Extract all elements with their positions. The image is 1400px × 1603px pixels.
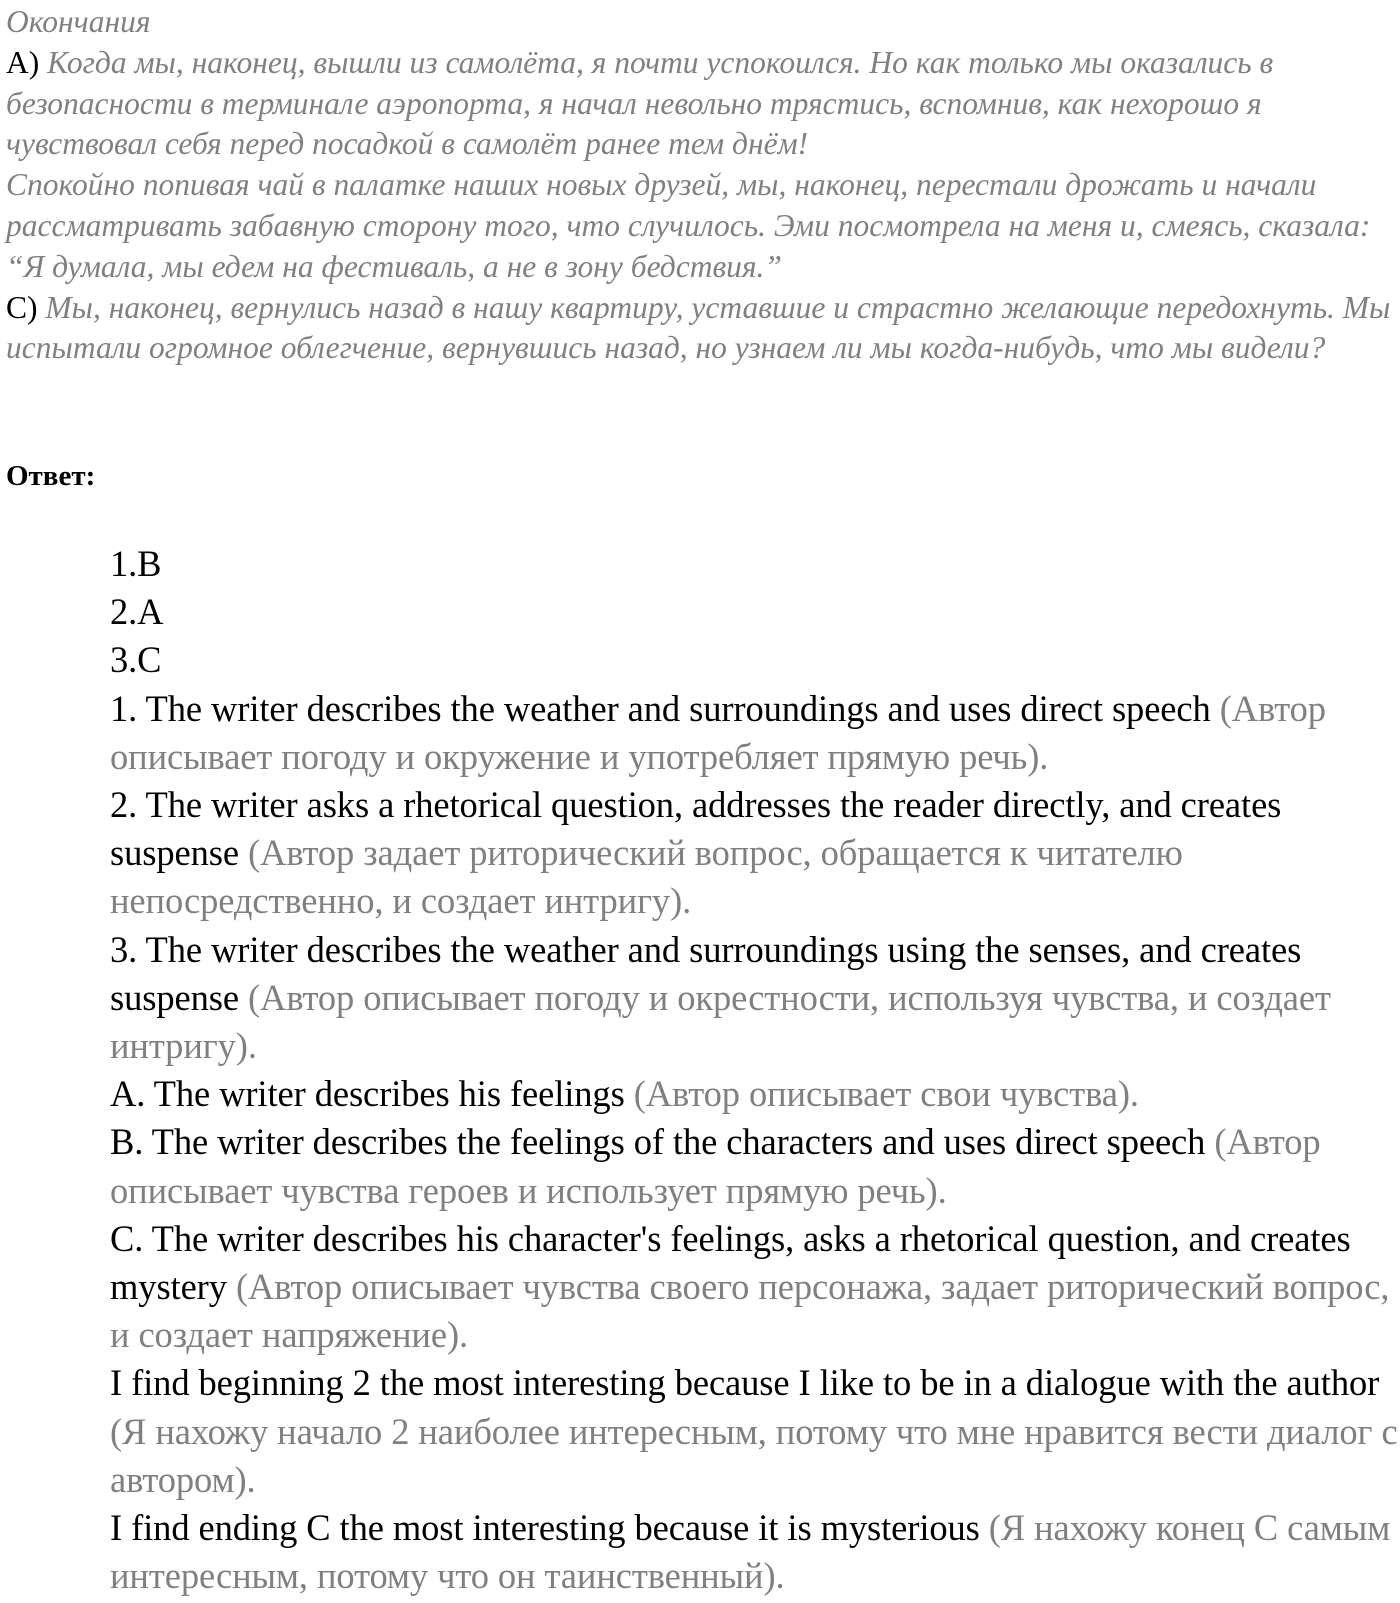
ending-b — [6, 165, 1396, 287]
ending-a — [6, 43, 1396, 165]
ending-c — [6, 288, 1396, 370]
match-1: 1.B — [110, 543, 162, 584]
answer-item-2-ru: (Автор задает риторический вопрос, обращается к читателю непосредственно, и создает интригу). — [110, 832, 1183, 922]
answer-item-2-en: 2. The writer asks a rhetorical question, addresses the reader directly, and creates suspense — [110, 784, 1282, 874]
answer-ending-choice-en: I find ending C the most interesting because it is mysterious — [110, 1507, 980, 1549]
answer-beginning-choice-en: I find beginning 2 the most interesting because I like to be in a dialogue with the author — [110, 1362, 1380, 1404]
answer-item-a-en: A. The writer describes his feelings — [110, 1073, 625, 1115]
answer-item-3-ru: (Автор описывает погоду и окрестности, используя чувства, и создает интригу). — [110, 976, 1331, 1067]
answer-beginning-choice-ru: (Я нахожу начало 2 наиболее интересным, потому что мне нравится вести диалог с автором). — [110, 1410, 1398, 1500]
answer-label: Ответ: — [6, 460, 96, 492]
answer-item-c-en: C. The writer describes his character's feelings, asks a rhetorical question, and creates mystery — [110, 1217, 1351, 1308]
answer-item-b — [110, 1118, 1400, 1214]
answers-section — [110, 540, 1400, 1600]
answer-item-a — [110, 1070, 1400, 1118]
answer-item-c — [110, 1215, 1400, 1360]
answer-ending-choice-ru: (Я нахожу конец C самым интересным, потому что он таинственный). — [110, 1507, 1391, 1597]
answer-item-3 — [110, 926, 1400, 1071]
answer-item-1 — [110, 685, 1400, 781]
endings-section — [6, 2, 1396, 369]
answer-item-1-en: 1. The writer describes the weather and surroundings and uses direct speech — [110, 687, 1211, 729]
ending-a-letter: A) — [6, 44, 40, 80]
answer-ending-choice — [110, 1504, 1400, 1600]
endings-heading: Окончания — [6, 4, 151, 39]
answer-item-2 — [110, 781, 1400, 926]
answer-item-a-ru: (Автор описывает свои чувства). — [633, 1073, 1139, 1115]
match-3: 3.C — [110, 639, 162, 681]
answer-beginning-choice — [110, 1359, 1400, 1504]
answer-item-c-ru: (Автор описывает чувства своего персонажа, задает риторический вопрос, и создает напряжение). — [110, 1266, 1390, 1356]
ending-a-text: Когда мы, наконец, вышли из самолёта, я почти успокоился. Но как только мы оказались в безопасности в терминале аэропорта, я начал невольно трястись, вспомнив, как нехорошо я чувствовал себя перед посадкой в самолёт ранее тем днём! — [6, 44, 1274, 162]
answer-item-b-en: B. The writer describes the feelings of the characters and uses direct speech — [110, 1121, 1206, 1163]
answer-item-3-en: 3. The writer describes the weather and surroundings using the senses, and creates suspense — [110, 928, 1302, 1018]
answer-item-b-ru: (Автор описывает чувства героев и использует прямую речь). — [110, 1121, 1321, 1211]
ending-b-text: Спокойно попивая чай в палатке наших новых друзей, мы, наконец, перестали дрожать и начали рассматривать забавную сторону того, что случилось. Эми посмотрела на меня и, смеясь, сказала: “Я думала, мы едем на фестиваль, а не в зону бедствия.” — [6, 167, 1371, 284]
ending-c-text: Мы, наконец, вернулись назад в нашу квартиру, уставшие и страстно желающие передохнуть. Мы испытали огромное облегчение, вернувшись назад, но узнаем ли мы когда-нибудь, что мы видели? — [6, 289, 1391, 366]
ending-c-letter: C) — [6, 289, 38, 325]
match-2: 2.A — [110, 591, 164, 633]
answer-item-1-ru: (Автор описывает погоду и окружение и употребляет прямую речь). — [110, 687, 1326, 777]
